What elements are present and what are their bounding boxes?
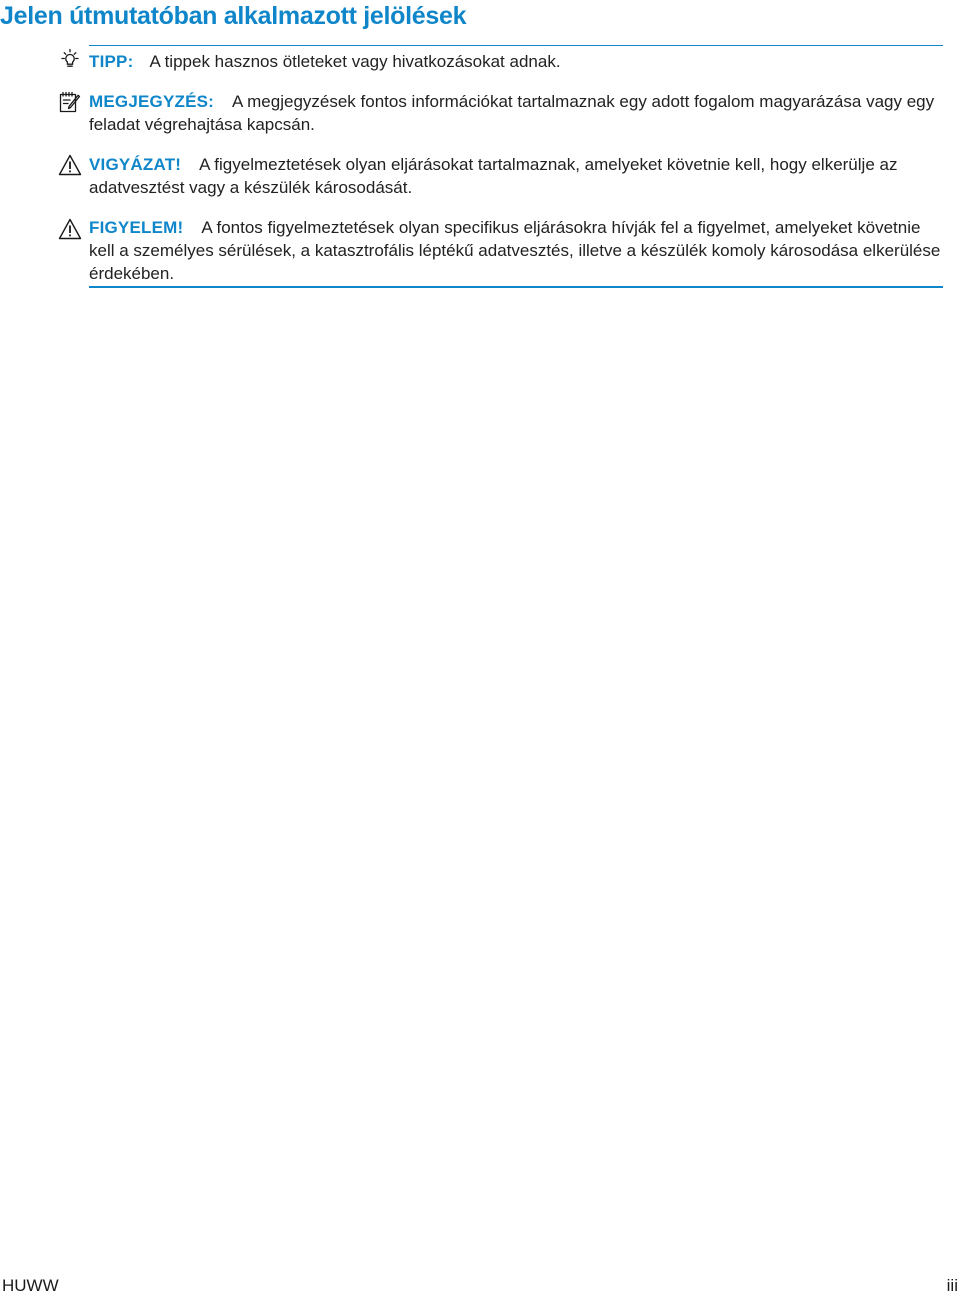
- warning-triangle-icon: [58, 217, 82, 241]
- top-divider: [89, 45, 943, 46]
- note-tip: [89, 50, 945, 73]
- note-text-warning: A fontos figyelmeztetések olyan specifikus eljárásokra hívják fel a figyelmet, amelyeket követnie kell a személyes sérülések, a katasztrofális léptékű adatvesztés, illetve a készülék komoly károsodása elkerülése érdekében.: [89, 218, 941, 283]
- note-remark: [89, 90, 945, 136]
- warning-triangle-icon: [58, 153, 82, 177]
- notepad-icon: [58, 90, 82, 114]
- page-title: Jelen útmutatóban alkalmazott jelölések: [0, 2, 467, 30]
- note-text-tip: A tippek hasznos ötleteket vagy hivatkozásokat adnak.: [149, 52, 561, 71]
- note-label-warning: FIGYELEM!: [89, 218, 184, 237]
- bottom-divider: [89, 286, 943, 288]
- note-text-remark: A megjegyzések fontos információkat tartalmaznak egy adott fogalom magyarázása vagy egy feladat végrehajtása kapcsán.: [89, 92, 935, 134]
- footer-page-number: iii: [946, 1276, 958, 1295]
- note-caution: [89, 153, 945, 199]
- lightbulb-icon: [58, 48, 82, 72]
- note-label-remark: MEGJEGYZÉS:: [89, 92, 215, 111]
- note-label-caution: VIGYÁZAT!: [89, 155, 182, 174]
- note-label-tip: TIPP:: [89, 52, 134, 71]
- note-warning: [89, 216, 945, 285]
- footer-doc-code: HUWW: [2, 1276, 59, 1295]
- note-text-caution: A figyelmeztetések olyan eljárásokat tartalmaznak, amelyeket követnie kell, hogy elkerülje az adatvesztést vagy a készülék károsodását.: [89, 155, 898, 197]
